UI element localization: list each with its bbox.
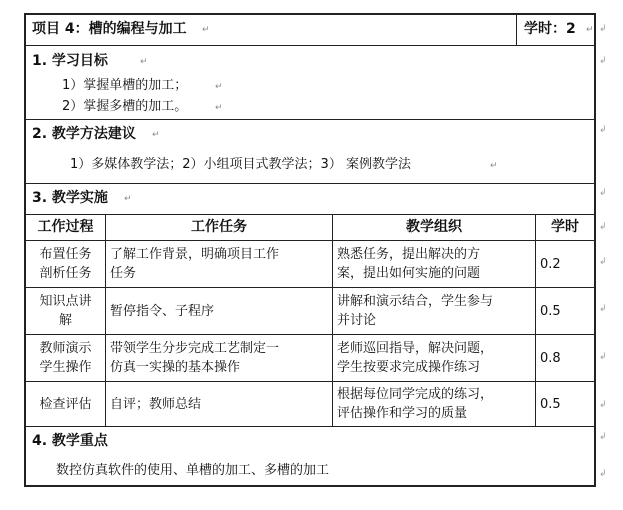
paragraph-mark: ↵ — [490, 161, 498, 171]
row-divider — [24, 183, 596, 184]
table-row-hours: 0.8 — [540, 350, 561, 366]
table-row-organization: 根据每位同学完成的练习， 评估操作和学习的质量 — [337, 387, 494, 421]
table-row-process: 教师演示 学生操作 — [39, 341, 92, 375]
paragraph-mark: ↵ — [215, 82, 223, 92]
column-header-process: 工作过程 — [37, 219, 94, 235]
focus-text: 数控仿真软件的使用、单槽的加工、多槽的加工 — [56, 463, 330, 478]
table-row-process: 检查评估 — [39, 396, 92, 412]
section-heading-methods: 2. 教学方法建议 — [32, 126, 136, 142]
table-border — [24, 13, 596, 15]
column-header-task: 工作任务 — [191, 219, 247, 235]
goal-item: 1）掌握单槽的加工； — [62, 78, 188, 93]
row-divider — [24, 45, 596, 46]
row-end-mark: ↲ — [599, 304, 607, 314]
lesson-plan-table — [24, 13, 596, 487]
section-heading-implementation: 3. 教学实施 — [32, 190, 108, 206]
paragraph-mark: ↵ — [215, 103, 223, 113]
table-row-task: 带领学生分步完成工艺制定一 仿真一实操的基本操作 — [110, 341, 280, 375]
project-title: 项目 4：槽的编程与加工 — [32, 21, 187, 37]
table-row-organization: 老师巡回指导，解决问题， 学生按要求完成操作练习 — [337, 341, 494, 375]
table-row-organization: 讲解和演示结合，学生参与 并讨论 — [337, 294, 494, 328]
table-row-hours: 0.5 — [540, 396, 561, 412]
row-end-mark: ↲ — [599, 432, 607, 442]
paragraph-mark: ↵ — [152, 130, 160, 140]
row-end-mark: ↲ — [599, 24, 607, 34]
column-header-hours: 学时 — [551, 219, 579, 235]
row-divider — [24, 119, 596, 120]
row-divider — [24, 426, 596, 427]
methods-text: 1）多媒体教学法；2）小组项目式教学法；3） 案例教学法 — [70, 157, 411, 172]
table-row-task: 了解工作背景，明确项目工作 任务 — [110, 247, 280, 281]
table-row-organization: 熟悉任务，提出解决的方 案，提出如何实施的问题 — [337, 247, 481, 281]
table-row-process: 布置任务 剖析任务 — [39, 247, 92, 281]
row-end-mark: ↲ — [599, 400, 607, 410]
column-divider — [516, 13, 517, 46]
table-row-task: 暂停指令、子程序 — [110, 303, 215, 319]
hours-label: 学时：2 — [524, 21, 576, 37]
table-row-process: 知识点讲 解 — [39, 294, 92, 328]
section-heading-focus: 4. 教学重点 — [32, 433, 108, 449]
column-header-organization: 教学组织 — [406, 219, 462, 235]
paragraph-mark: ↵ — [124, 194, 132, 204]
row-end-mark: ↲ — [599, 222, 607, 232]
row-end-mark: ↲ — [599, 125, 607, 135]
row-end-mark: ↲ — [599, 56, 607, 66]
paragraph-mark: ↵ — [586, 25, 594, 35]
goal-item: 2）掌握多槽的加工。 — [62, 99, 188, 114]
table-row-hours: 0.5 — [540, 303, 561, 319]
table-row-task: 自评；教师总结 — [110, 396, 202, 412]
row-end-mark: ↲ — [599, 352, 607, 362]
table-border — [594, 13, 596, 487]
table-border — [24, 485, 596, 487]
row-end-mark: ↲ — [599, 188, 607, 198]
paragraph-mark: ↵ — [140, 57, 148, 67]
table-row-hours: 0.2 — [540, 256, 561, 272]
row-end-mark: ↲ — [599, 469, 607, 479]
section-heading-goals: 1. 学习目标 — [32, 53, 108, 69]
row-end-mark: ↲ — [599, 257, 607, 267]
paragraph-mark: ↵ — [202, 25, 210, 35]
